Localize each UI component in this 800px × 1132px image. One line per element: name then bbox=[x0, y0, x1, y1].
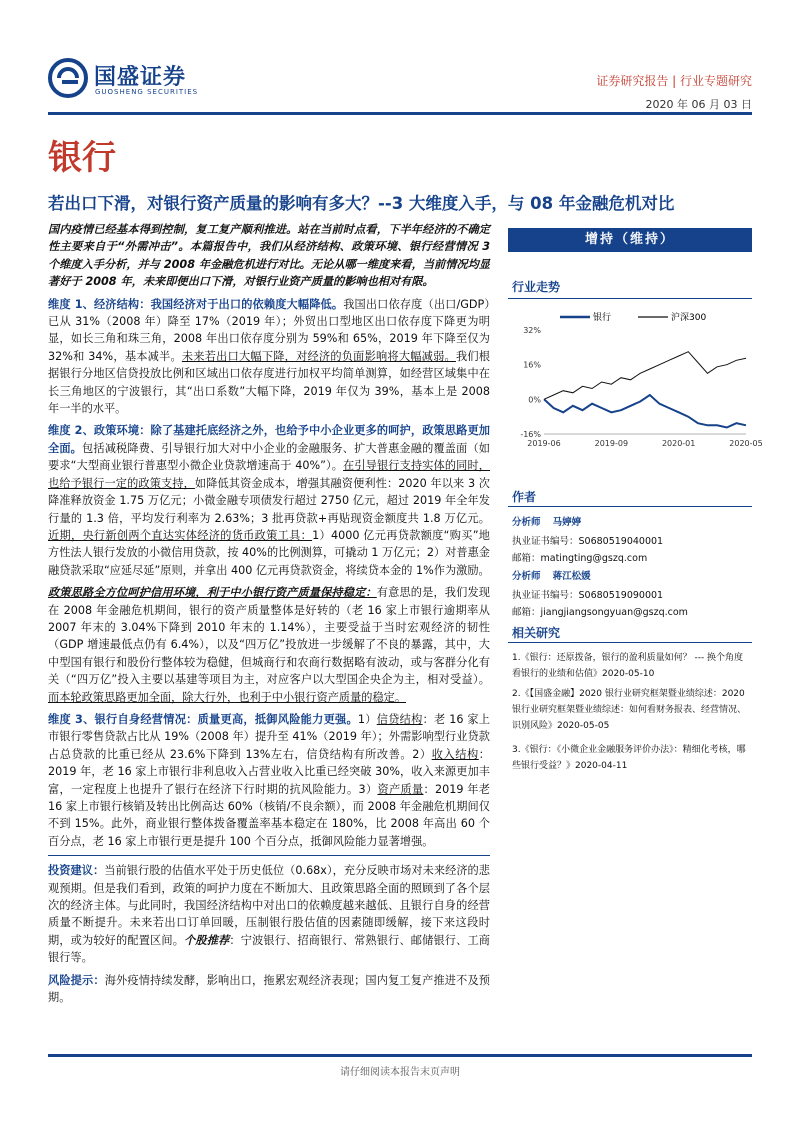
legend-hs300: 沪深300 bbox=[671, 313, 707, 323]
analyst-1-mail[interactable]: 邮箱：matingting@gszq.com bbox=[512, 553, 648, 564]
dim1-body-c: 我们根据银行分地区信贷投放比例和区域出口依存度进行加权平均简单测算，如经营区域集中在长三角地区的宁波银行，其“出口系数”大幅下降，2019 年仅为 39%，基本上是 2008 年一半的水平。 bbox=[48, 349, 490, 416]
dim1-title: 维度 1、经济结构：我国经济对于出口的依赖度大幅降低。 bbox=[48, 297, 344, 311]
trend-divider bbox=[508, 298, 752, 299]
y-tick-label: -16% bbox=[520, 430, 541, 439]
analyst-2-cert: 执业证书编号：S0680519090001 bbox=[512, 590, 664, 601]
analyst-1-cert: 执业证书编号：S0680519040001 bbox=[512, 536, 664, 547]
report-date: 2020 年 06 月 03 日 bbox=[645, 98, 752, 111]
header-divider bbox=[48, 112, 752, 115]
investment-advice bbox=[48, 862, 490, 966]
risk-warning bbox=[48, 972, 490, 1007]
analyst-2-mail[interactable]: 邮箱：jiangjiangsongyuan@gszq.com bbox=[512, 607, 688, 618]
dim1-body-a: 我国出口依存度（出口/GDP）已从 31%（2008 年）降至 17%（2019 年）；外贸出口型地区出口依存度下降更为明显，如长三角和珠三角，2008 年出口依存度分别为 59%和 65%，2019 年下降至仅为 32%和 34%，基本减半。 bbox=[48, 297, 491, 363]
advice-body: 当前银行股的估值水平处于历史低位（0.68x），充分反映市场对未来经济的悲观预期。但是我们看到，政策的呵护力度在不断加大、且政策思路全面的照顾到了各个层次的经济主体。与此同时，我国经济结构中对出口的依赖度越来越低、且银行自身的经营质量不断提升。未来若出口订单回暖，压制银行股估值的因素随即缓解，接下来这段时期，或为较好的配置区间。 bbox=[48, 864, 490, 947]
dim2-body-f: 政策思路全方位呵护信用环境，利于中小银行资产质量保持稳定： bbox=[48, 586, 377, 600]
dim2-body-e: 1）4000 亿元再贷款额度“购买”地方性法人银行发放的小微信用贷款，按 40%的比例测算，可撬动 1 万亿元；2）对普惠金融贷款采取“应延尽延”原则，并拿出 400 亿元再贷款资金，将续贷本金的 1%作为激励。 bbox=[48, 528, 490, 577]
related-item[interactable]: 3.《银行：《小微企业金融服务评价办法》：精细化考核，哪些银行受益？》2020-04-11 bbox=[512, 745, 746, 771]
x-tick-label: 2020-01 bbox=[661, 439, 696, 448]
dim1-body-b: 未来若出口大幅下降，对经济的负面影响将大幅减弱。 bbox=[181, 349, 456, 363]
footer-divider bbox=[48, 1054, 752, 1057]
y-tick-label: 0% bbox=[528, 395, 541, 405]
dim3-asset: 资产质量 bbox=[377, 782, 424, 796]
dim2-body-c: 如降低其资金成本，增强其融资便利性：2020 年以来 3 次降准释放资金 1.75 万亿元；小微金融专项债发行超过 2750 亿元，超过 2019 年全年发行量的 1.3 倍，平均发行利率为 2.63%；3 批再贷款+再贴现资金额度共 1.8 万亿元。 bbox=[48, 476, 490, 525]
advice-pick-label: 个股推荐 bbox=[184, 933, 230, 947]
related-item[interactable]: 1.《银行：还原拨备，银行的盈利质量如何？ --- 换个角度看银行的业绩和估值》2020-05-10 bbox=[512, 653, 744, 679]
authors-divider bbox=[508, 506, 752, 507]
headline: 若出口下滑，对银行资产质量的影响有多大？--3 大维度入手，与 08 年金融危机对比 bbox=[48, 194, 675, 213]
trend-chart bbox=[510, 308, 763, 458]
trend-title: 行业走势 bbox=[512, 280, 561, 294]
dimension-2-policy bbox=[48, 584, 490, 706]
analyst-1 bbox=[512, 514, 581, 528]
main-body bbox=[48, 221, 490, 1011]
advice-label: 投资建议： bbox=[48, 864, 105, 878]
section-divider bbox=[48, 855, 490, 856]
risk-body: 海外疫情持续发酵，影响出口，拖累宏观经济表现；国内复工复产推进不及预期。 bbox=[48, 973, 490, 1005]
analyst-2-label: 分析师 bbox=[512, 571, 541, 582]
dim2-body-g: 有意思的是，我们发现在 2008 年金融危机期间，银行的资产质量整体是好转的（老 16 家上市银行逾期率从 2007 年末的 3.04%下降到 2010 年末的 1.14%），主要受益于当时宏观经济的韧性（GDP 增速最低点仍有 6.4%），以及“四万亿”投放进一步缓解了不良的暴露，其中，大中型国有银行和股份行整体较为稳健，但城商行和农商行数据略有波动，或与客群分化有关（“四万亿”投入主要以基建等项目为主，对应客户以大型国企央企为主，相对受益）。 bbox=[48, 586, 490, 687]
x-tick-label: 2020-05 bbox=[729, 439, 763, 448]
dim3-body-b: ：老 16 家上市银行零售贷款占比从 19%（2008 年）提升至 41%（2019 年）；外需影响型行业贷款占总贷款的比重已经从 23.6%下降到 13%左右，信贷结构有所改善。2） bbox=[48, 712, 490, 761]
legend-bank: 银行 bbox=[593, 313, 612, 323]
advice-picks: ：宁波银行、招商银行、常熟银行、邮储银行、工商银行等。 bbox=[48, 933, 490, 965]
risk-label: 风险提示： bbox=[48, 973, 105, 987]
x-tick-label: 2019-09 bbox=[594, 439, 629, 448]
intro-paragraph: 国内疫情已经基本得到控制，复工复产顺利推进。站在当前时点看，下半年经济的不确定性主要来自于“外需冲击”。本篇报告中，我们从经济结构、政策环境、银行经营情况 3 个维度入手分析，并与 2008 年金融危机进行对比。无论从哪一维度来看，当前情况均显著好于 2008 年，未来即便出口下滑，对银行业资产质量的影响也相对有限。 bbox=[48, 223, 490, 289]
footer-note: 请仔细阅读本报告末页声明 bbox=[340, 1067, 460, 1078]
dim3-body-c: ：2019 年，老 16 家上市银行非利息收入占营业收入比重已经突破 30%，收入来源更加丰富，一定程度上也提升了银行在经济下行时期的抗风险能力。3） bbox=[48, 747, 490, 796]
dim3-income: 收入结构 bbox=[431, 747, 479, 761]
dimension-2 bbox=[48, 422, 490, 579]
analyst-1-name: 马婷婷 bbox=[552, 517, 582, 528]
brand-name: 国盛证券 bbox=[94, 65, 187, 90]
dimension-3 bbox=[48, 711, 490, 850]
dimension-1 bbox=[48, 296, 490, 418]
related-item[interactable]: 2.《【国盛金融】2020 银行业研究框架暨业绩综述：2020 银行业研究框架暨业绩综述：如何看财务报表、经营情况、识别风险》2020-05-05 bbox=[512, 689, 747, 731]
dim2-body-h: 而本轮政策思路更加全面，除大行外，也利于中小银行资产质量的稳定。 bbox=[48, 690, 407, 704]
dim3-title: 维度 3、银行自身经营情况：质量更高，抵御风险能力更强。 bbox=[48, 712, 358, 726]
rating-badge: 增持（维持） bbox=[508, 228, 752, 252]
analyst-2 bbox=[512, 568, 591, 582]
dim2-body-a: 包括减税降费、引导银行加大对中小企业的金融服务、扩大普惠金融的覆盖面（如要求“大型商业银行普惠型小微企业贷款增速高于 40%”）。 bbox=[48, 441, 490, 473]
dim2-body-d: 近期，央行新创两个直达实体经济的货币政策工具： bbox=[48, 528, 313, 542]
related-divider bbox=[508, 642, 752, 643]
series-line-bank bbox=[544, 395, 746, 428]
analyst-1-label: 分析师 bbox=[512, 517, 541, 528]
brand-name-en: GUOSHENG SECURITIES bbox=[95, 88, 199, 96]
series-line-hs300 bbox=[544, 352, 746, 400]
authors-title: 作者 bbox=[512, 490, 537, 504]
related-title: 相关研究 bbox=[512, 626, 561, 640]
dim2-body-b: 在引导银行支持实体的同时，也给予银行一定的政策支持， bbox=[48, 459, 490, 490]
y-tick-label: 32% bbox=[523, 326, 541, 335]
logo-icon bbox=[48, 58, 88, 98]
dim3-body-a: 1） bbox=[357, 712, 377, 726]
dim2-title: 维度 2、政策环境：除了基建托底经济之外，也给予中小企业更多的呵护，政策思路更加全面。 bbox=[48, 424, 490, 455]
dim3-credit: 信贷结构 bbox=[376, 712, 423, 726]
report-type: 证券研究报告 | 行业专题研究 bbox=[596, 74, 752, 88]
sector-title: 银行 bbox=[48, 138, 116, 178]
x-tick-label: 2019-06 bbox=[527, 439, 561, 448]
analyst-2-name: 蒋江松媛 bbox=[552, 571, 591, 582]
dim3-body-d: ：2019 年老 16 家上市银行核销及转出比例高达 60%（核销/不良余额），而 2008 年金融危机期间仅不到 15%。此外，商业银行整体拨备覆盖率基本稳定在 180%，比 2008 年高出 60 个百分点，老 16 家上市银行更是提升 100 个百分点，抵御风险能力显著增强。 bbox=[48, 782, 490, 848]
y-tick-label: 16% bbox=[523, 360, 541, 370]
